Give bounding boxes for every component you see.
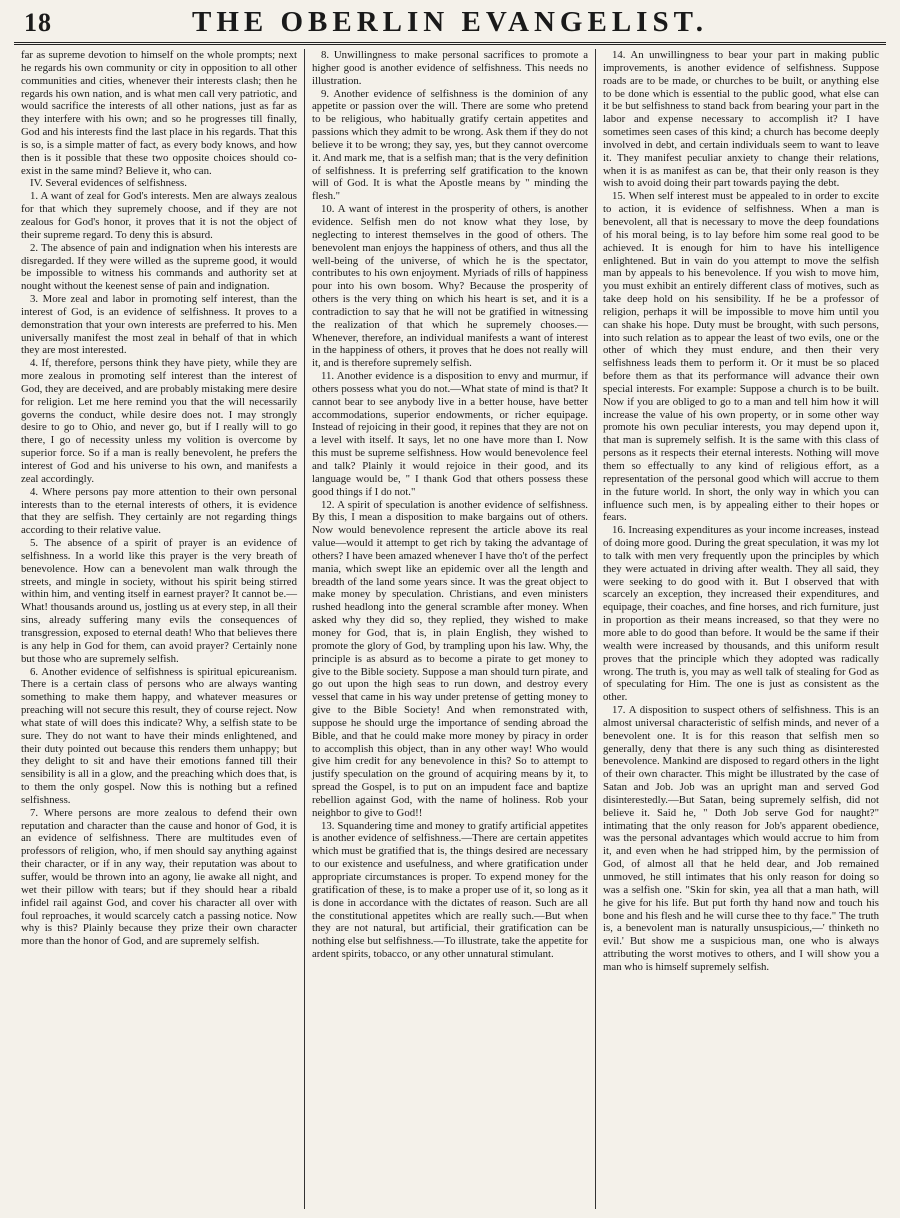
paragraph: 10. A want of interest in the prosperity of others, is another evidence. Selfish men do not know what they lose, by neglecting to interest themselves in the good of others. The benevolent man enjoys the happiness of others, and thus all the well-being of the universe, of which he is the spectator, contributes to his own enjoyment. Myriads of rills of happiness pour into his own bosom. Why? Because the prosperity of others is the very thing on which his heart is set, and it is a contradiction to say that he will not be gratified in witnessing the realization of that which he supremely chooses.—Whenever, therefore, an individual manifests a want of interest in the happiness of others, it proves that he does not really will it, and is therefore supremely selfish.: [312, 203, 588, 370]
paragraph: 15. When self interest must be appealed to in order to excite to action, it is evidence of selfishness. When a man is benevolent, all that is necessary to move the deep foundations of his moral being, is to lay before him some real good to be achieved. It is enough for him to have his intelligence enlightened. But in vain do you attempt to move the selfish man by appeals to his benevolence. If you wish to move him, you must exhibit an entirely different class of motives, such as take deep hold on his sensibility. If he be a professor of religion, perhaps it will be impossible to move him until you can shake his hope. Duty must be brought, with such persons, into such relation as to appear the least of two evils, one or the other of which they must endure, and then their very selfishness leads them to perform it. Or it must be so placed before them as that its performance will advance their own special interests. For example: Suppose a church is to be built. Now if you are obliged to go to a man and tell him how it will increase the value of his own property, or in some other way promote his own peculiar interests, you may depend upon it, that man is supremely selfish. It is the same with this class of persons as it respects their eternal interests. Nothing will move them so effectually to any kind of religious effort, as a representation of the personal good which will accrue to them in the future world. In short, the only way in which you can influence such men, is by appealing either to their hopes or fears.: [603, 190, 879, 524]
paragraph: IV. Several evidences of selfishness.: [30, 177, 187, 190]
paragraph: 7. Where persons are more zealous to defend their own reputation and character than the cause and honor of God, it is an evidence of selfishness. There are multitudes even of professors of religion, who, if men should say anything against their character, or if in any way, their reputation was about to suffer, would be thrown into an agony, lie awake all night, and wet their pillow with tears; but if they should hear a ribald infidel rail against God, and cover his character all over with foul reproaches, it would scarcely catch a passing notice. Now why is this? Plainly because they prize their own character more than the honor of God, and are supremely selfish.: [21, 806, 297, 948]
column-1: [14, 49, 304, 1209]
paragraph: far as supreme devotion to himself on the whole prompts; next he regards his own community or city in opposition to all other communities and cities, whenever their interests clash; then he regards his own nation, and is what men call very patriotic, and would sacrifice the interests of all other nations, just as far as they interfere with his own; and so he progresses till finally, God and his interests find the last place in his regards. That this is so, is a simple matter of fact, as every body knows, and how then is it possible that these two opposite choices should co-exist in the same mind? Believe it, who can.: [21, 49, 297, 177]
paragraph: 13. Squandering time and money to gratify artificial appetites is another evidence of selfishness.—There are certain appetites which must be gratified that is, the things desired are necessary to our existence and usefulness, and where gratification under appropriate circumstances is proper. To expend money for the gratification of these, is to make a proper use of it, so long as it is done in accordance with the dictates of reason. Such are all the constitutional appetites which are really such.—But when they are not natural, but artificial, their gratification can be nothing else but selfishness.—To illustrate, take the appetite for ardent spirits, tobacco, or any other unnatural stimulant.: [312, 819, 588, 961]
page-number: 18: [24, 8, 52, 37]
article-columns: [10, 49, 890, 1209]
column-2: [304, 49, 595, 1209]
masthead-title: THE OBERLIN EVANGELIST.: [191, 6, 709, 38]
paragraph: 16. Increasing expenditures as your income increases, instead of doing more good. During the great speculation, it was my lot to talk with men very frequently upon the principles by which they were actuated in driving after wealth. They all said, they were seeking to do good with it. But I observed that with scarcely an exception, they increased their expenditures, and equipage, their coaches, and fine horses, and rich furniture, just in proportion as their means increased, so that they were no more able to do good than before. It would be the same if their wealth were increased by thousands, and this uniform result proves that the principle which they adopted was radically wrong. The truth is, you may as well talk of stealing for God as of speculating for Him. The one is just as consistent as the other.: [603, 524, 879, 704]
paragraph: 9. Another evidence of selfishness is the dominion of any appetite or passion over the will. There are some who pretend to be religious, who habitually gratify certain appetites and passions which they admit to be wrong. Ask them if they do not believe it to be wrong; they say, yes, but they cannot overcome it. And mark me, that is a selfish man; that is the very definition of selfishness. It is preferring self gratification to the known will of God. It is what the Apostle means by " minding the flesh.": [312, 87, 588, 203]
paragraph: 2. The absence of pain and indignation when his interests are disregarded. If they were willed as the supreme good, it would be impossible to witness his commands and authority set at nought without the keenest sense of pain and indignation.: [21, 241, 297, 293]
column-3: [595, 49, 886, 1209]
page-header: [10, 6, 890, 42]
paragraph: 5. The absence of a spirit of prayer is an evidence of selfishness. In a world like this prayer is the very breath of benevolence. How can a benevolent man walk through the streets, and mingle in society, without his spirit being stirred within him, and venting itself in earnest prayer? It cannot be.—What! thousands around us, jostling us at every step, in all their sins, already suffering many evils the consequences of transgression, exposed to eternal death! Who that believes there is any help in God for them, can avoid prayer? Certainly none but those who are supremely selfish.: [21, 537, 297, 665]
paragraph: 14. An unwillingness to bear your part in making public improvements, is another evidence of selfishness. Suppose roads are to be made, or churches to be built, or anything else to be done which is essential to the public good, what else can it be but selfishness to stand back from bearing your part in the labor and expense necessary to accomplish it? I have sometimes seen cases of this kind; a church has become deeply involved in debt, and certain individuals seem to want to leave it. They manifest peculiar anxiety to change their relations, when it is as manifest as can be, that their only reason is they wish to avoid doing their part towards paying the debt.: [603, 49, 879, 190]
paragraph: 6. Another evidence of selfishness is spiritual epicureanism. There is a certain class of persons who are always wanting something to make them happy, and whatever measures or preaching will not secure this result, they of course reject. Now what state of will does this indicate? Why, a selfish state to be sure. They do not want to have their minds enlightened, and their duty pointed out because this renders them unhappy; but they delight to sit and have their emotions fanned till their sensibility is all in a glow, and the preaching which does that, is to them the only gospel. Now this is nothing but a refined selfishness.: [21, 665, 297, 806]
header-rule: [14, 42, 886, 45]
paragraph: 4. Where persons pay more attention to their own personal interests than to the eternal interests of others, it is evidence that they are selfish. They certainly are not regarding things according to their relative value.: [21, 485, 297, 537]
paragraph: 17. A disposition to suspect others of selfishness. This is an almost universal characteristic of selfish minds, and never of a benevolent one. It is for this reason that selfish men so generally, deny that there is any such thing as disinterested benevolence. Mankind are disposed to regard others in the light of their own character. This might be illustrated by the case of Satan and Job. Job was an upright man and served God disinterestedly.—But Satan, being supremely selfish, did not believe it. Said he, " Doth Job serve God for naught?" intimating that the only reason for Job's apparent obedience, was the personal advantages which would accrue to him from it, and even when he had stripped him, by the permission of God, of almost all that he held dear, and Job remained unmoved, he still intimates that his only reason for doing so was a selfish one. "Skin for skin, yea all that a man hath, will he give for his life. But put forth thy hand now and touch his bone and his flesh and he will curse thee to thy face." The truth is, a benevolent man is naturally unsuspicious,—' thinketh no evil.' But show me a suspicious man, one who is always attributing the worst motives to others, and I will show you a man who is himself supremely selfish.: [603, 704, 879, 973]
paragraph: 3. More zeal and labor in promoting self interest, than the interest of God, is an evidence of selfishness. It proves to a demonstration that your own interests are preferred to his. Men universally manifest the most zeal in behalf of that in which they are most interested.: [21, 293, 297, 357]
paragraph: 4. If, therefore, persons think they have piety, while they are more zealous in promoting self interest than the interest of God, they are deceived, and are probably mistaking mere desire for religion. Let me here remind you that the will necessarily governs the conduct, while desire does not. I may strongly desire to go to Ohio, and never go, but if I really will to go there, I go of necessity unless my volition is overcome by superior force. So if a man is really benevolent, he prefers the interest of God and his universe to his own, and manifests a zeal accordingly.: [21, 357, 297, 485]
paragraph: 11. Another evidence is a disposition to envy and murmur, if others possess what you do not.—What state of mind is that? It cannot bear to see anybody live in a better house, have better accommodations, superior endowments, or richer equipage. Instead of rejoicing in their good, it repines that they are not on a level with itself. It says, let no one have more than I. Now this must be supreme selfishness. How would benevolence feel and talk? Plainly it would rejoice in their good, and its language would be, " I thank God that others possess these good things if I do not.": [312, 370, 588, 498]
paragraph: 12. A spirit of speculation is another evidence of selfishness. By this, I mean a disposition to make bargains out of others. Now would benevolence represent the article above its real value—would it attempt to get rich by taking the advantage of others? I have been amazed whenever I have tho't of the perfect mania, which swept like an epidemic over all the length and breadth of the land some years since. It was the great object to make money by speculation. Christians, and even ministers rushed headlong into the general scramble after money. When asked why they did so, they replied, they wished to make money for God, that is, in plain English, they wished to promote the glory of God, by trampling upon his law. Why, the principle is as absurd as to become a pirate to get money to give to the Bible society. Suppose a man should turn pirate, and go out upon the high seas to run down, and destroy every vessel that came in his way under pretense of getting money to give to the Bible Society! And when remonstrated with, suppose he should urge the importance of sending abroad the Bible, and that he could make more money by piracy in order to accomplish this object, than in any other way! Who would give him credit for any benevolence in this? So to attempt to justify speculation on the ground of acquiring means by it, to spread the Gospel, is to put on an impudent face and baptize rebellion against God, with the name of holiness. Rob your neighbor to give to God!!: [312, 498, 588, 819]
paragraph: 1. A want of zeal for God's interests. Men are always zealous for that which they supremely choose, and if they are not zealous for God's honor, it proves that it is not the object of their supreme regard. To deny this is absurd.: [21, 190, 297, 241]
paragraph: 8. Unwillingness to make personal sacrifices to promote a higher good is another evidence of selfishness. This needs no illustration.: [312, 49, 588, 87]
